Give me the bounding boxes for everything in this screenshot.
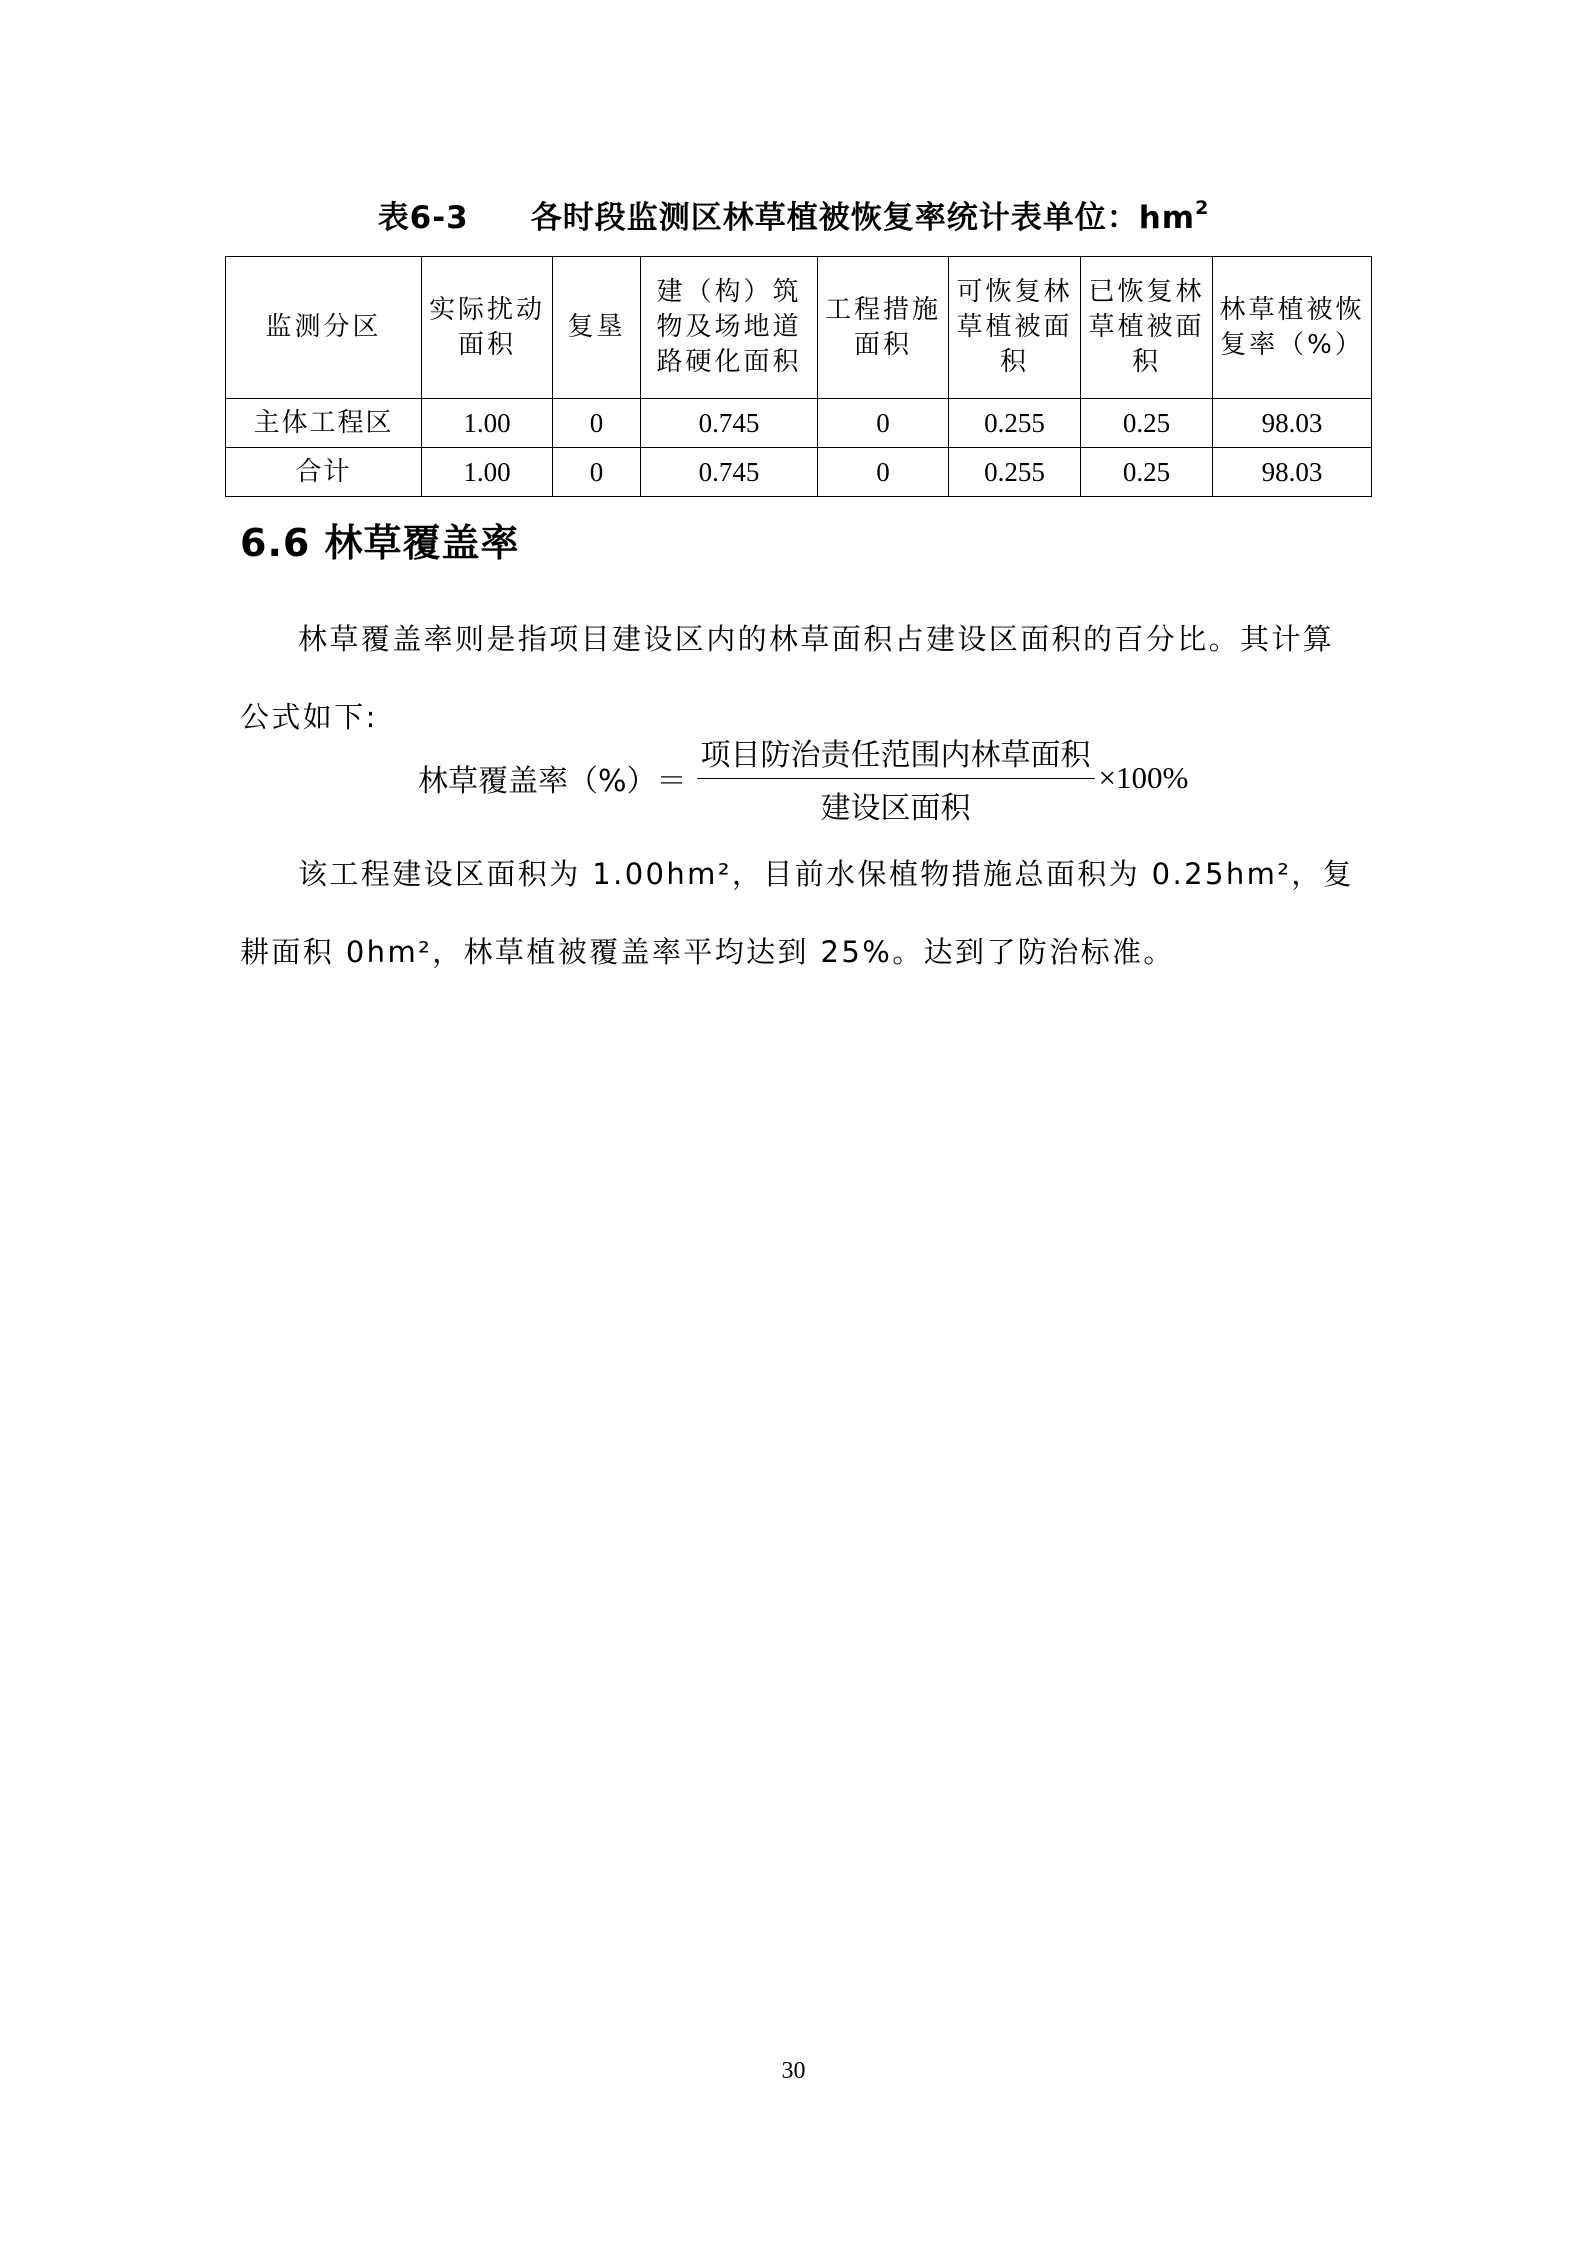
- table-cell: 98.03: [1213, 448, 1372, 497]
- table-cell: 0.745: [641, 399, 818, 448]
- header-hardened-area: 建（构）筑物及场地道路硬化面积: [641, 257, 818, 399]
- table-header-row: [226, 257, 1372, 399]
- formula-lhs: 林草覆盖率（%）＝: [418, 764, 687, 799]
- table-cell: 合计: [226, 448, 422, 497]
- table-caption: [0, 192, 1587, 237]
- formula-multiplier: ×100%: [1098, 760, 1189, 795]
- header-reclamation: 复垦: [553, 257, 641, 399]
- table-cell: 0: [553, 399, 641, 448]
- table-cell: 0: [818, 448, 949, 497]
- table-cell: 0.25: [1081, 448, 1213, 497]
- table-row: [226, 399, 1372, 448]
- table-cell: 1.00: [422, 399, 553, 448]
- table-cell: 0.745: [641, 448, 818, 497]
- formula-numerator: 项目防治责任范围内林草面积: [697, 730, 1095, 779]
- table-cell: 0.255: [949, 448, 1081, 497]
- table-cell: 0: [553, 448, 641, 497]
- table-cell: 1.00: [422, 448, 553, 497]
- table-cell: 0: [818, 399, 949, 448]
- table-cell: 主体工程区: [226, 399, 422, 448]
- header-recovery-rate: 林草植被恢复率（%）: [1213, 257, 1372, 399]
- body-paragraph: 林草覆盖率则是指项目建设区内的林草面积占建设区面积的百分比。其计算公式如下:: [240, 622, 1335, 734]
- formula-fraction: [697, 730, 1095, 827]
- table-cell: 0.25: [1081, 399, 1213, 448]
- header-zone: 监测分区: [226, 257, 422, 399]
- header-disturbed-area: 实际扰动面积: [422, 257, 553, 399]
- coverage-formula: [418, 737, 1189, 826]
- table-number: 表6-3: [377, 200, 469, 236]
- header-engineering-area: 工程措施面积: [818, 257, 949, 399]
- table-title: 各时段监测区林草植被恢复率统计表单位：hm: [530, 200, 1196, 236]
- section-heading: 6.6 林草覆盖率: [240, 521, 520, 565]
- header-recoverable-area: 可恢复林草植被面积: [949, 257, 1081, 399]
- table-row-total: [226, 448, 1372, 497]
- formula-denominator: 建设区面积: [820, 790, 971, 826]
- recovery-rate-table: [225, 256, 1372, 497]
- header-recovered-area: 已恢复林草植被面积: [1081, 257, 1213, 399]
- table-cell: 98.03: [1213, 399, 1372, 448]
- table-cell: 0.255: [949, 399, 1081, 448]
- page-number: 30: [781, 2058, 806, 2084]
- body-paragraph: 该工程建设区面积为 1.00hm²，目前水保植物措施总面积为 0.25hm²，复耕面积 0hm²，林草植被覆盖率平均达到 25%。达到了防治标准。: [240, 857, 1355, 969]
- unit-superscript: 2: [1195, 197, 1210, 219]
